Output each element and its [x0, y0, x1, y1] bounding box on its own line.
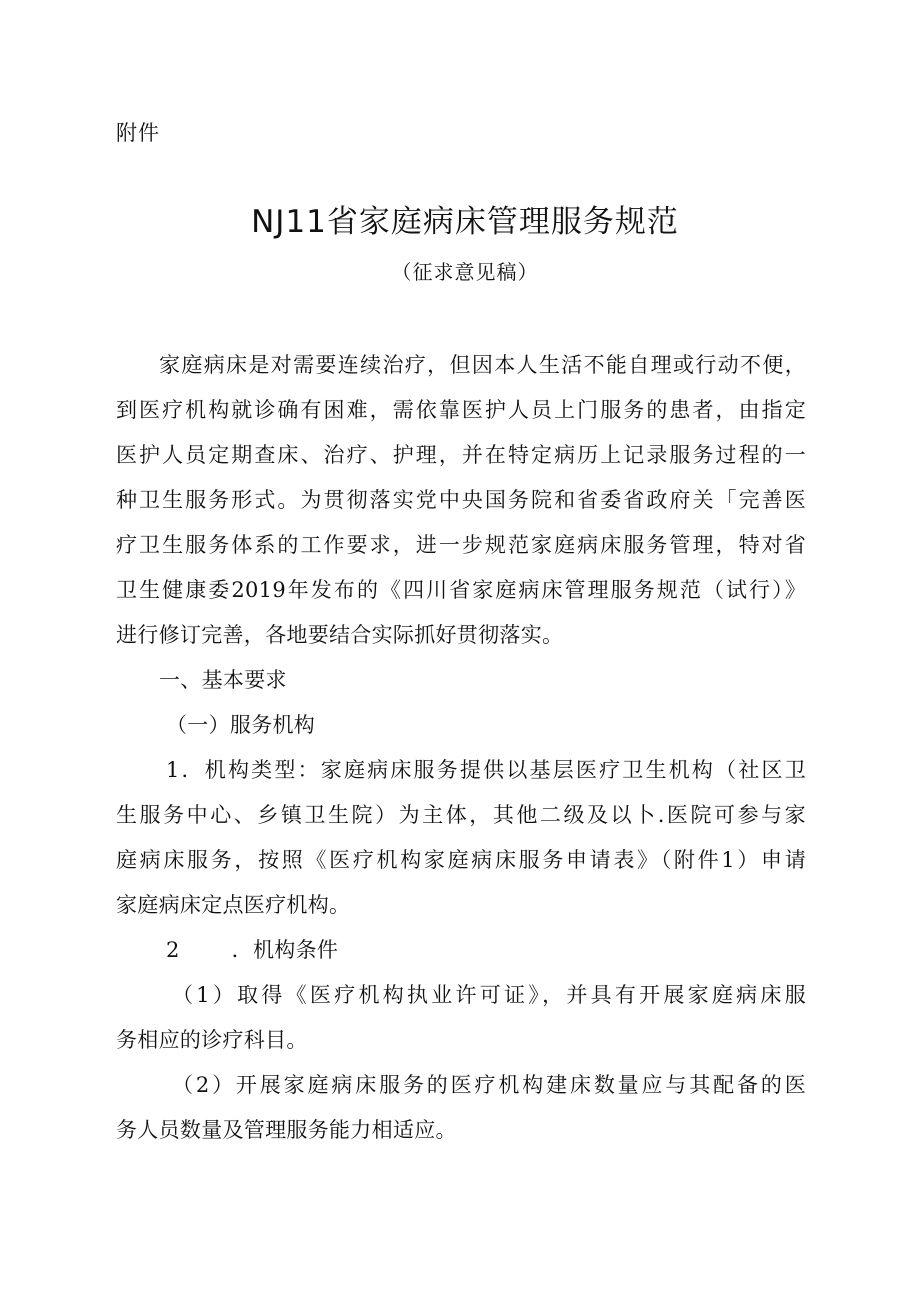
document-subtitle: （征求意见稿） — [391, 260, 539, 284]
item-heading — [116, 928, 806, 973]
condition-line: 务人员数量及管理服务能力相适应。 — [116, 1118, 457, 1142]
item-heading-text: ．机构条件 — [231, 938, 339, 962]
document-title: NJ11省家庭病床管理服务规范 — [251, 204, 679, 240]
intro-line: 进行修订完善，各地要结合实际抓好贯彻落实。 — [116, 623, 564, 647]
intro-line: 医护人员定期查床、治疗、护理，并在特定病历上记录服务过程的一 — [116, 443, 806, 467]
condition-line: 务相应的诊疗科目。 — [116, 1028, 308, 1052]
attachment-label: 附件 — [116, 121, 160, 145]
subsection-heading: （一）服务机构 — [166, 713, 316, 737]
item-line: 家庭病床定点医疗机构。 — [116, 893, 351, 917]
item-number: 2 — [166, 938, 180, 962]
intro-line: 家庭病床是对需要连续治疗，但因本人生活不能自理或行动不便， — [159, 353, 806, 377]
item-line: 庭病床服务，按照《医疗机构家庭病床服务申请表》（附件1）申请 — [116, 848, 806, 872]
intro-line: 到医疗机构就诊确有困难，需依靠医护人员上门服务的患者，由指定 — [116, 398, 806, 422]
section-heading: 一、基本要求 — [159, 668, 287, 692]
item-line: 生服务中心、乡镇卫生院）为主体，其他二级及以卜.医院可参与家 — [116, 803, 806, 827]
item-line: 1．机构类型：家庭病床服务提供以基层医疗卫生机构（社区卫 — [166, 758, 806, 782]
intro-line: 种卫生服务形式。为贯彻落实党中央国务院和省委省政府关「完善医 — [116, 488, 806, 512]
condition-line: （1）取得《医疗机构执业许可证》，并具有开展家庭病床服 — [172, 983, 806, 1007]
condition-line: （2）开展家庭病床服务的医疗机构建床数量应与其配备的医 — [172, 1073, 806, 1097]
intro-line: 卫生健康委2019年发布的《四川省家庭病床管理服务规范（试行）》 — [116, 578, 806, 602]
document-body — [116, 343, 806, 1153]
intro-line: 疗卫生服务体系的工作要求，进一步规范家庭病床服务管理，特对省 — [116, 533, 806, 557]
